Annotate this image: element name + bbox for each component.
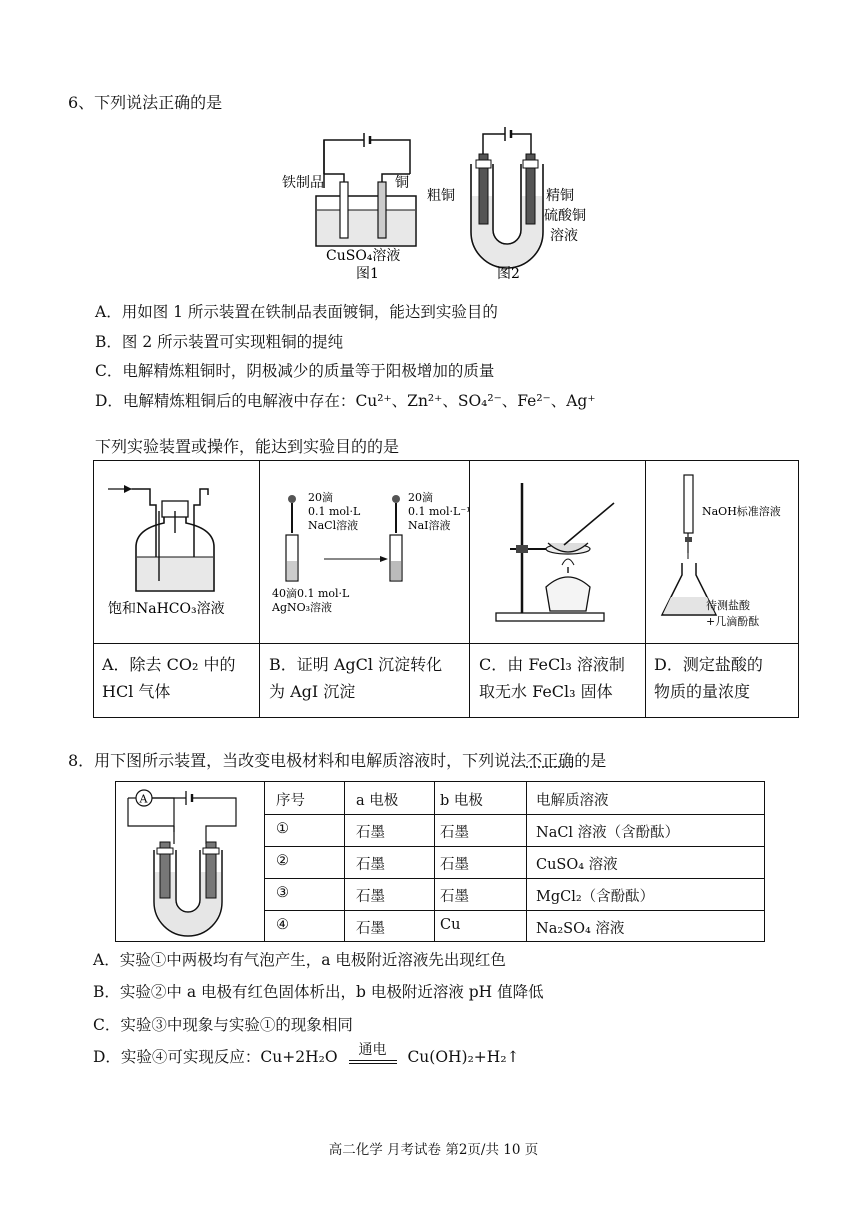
table-row-3-a: 石墨 [356,889,385,905]
q6-option-a: A．用如图 1 所示装置在铁制品表面镀铜，能达到实验目的 [95,303,498,321]
fig1-solution: CuSO₄溶液 [326,248,401,264]
q7-b-right-conc: 0.1 mol·L⁻¹ [408,505,471,518]
q7-caption-a: A．除去 CO₂ 中的 HCl 气体 [102,655,236,701]
table-row-2-solution: CuSO₄ 溶液 [536,857,618,873]
table-row-2-b: 石墨 [440,857,469,873]
q8-stem-emphasis: 不正确 [526,751,575,770]
reaction-condition: 通电 [358,1042,387,1058]
page-footer: 高二化学 月考试卷 第2页/共 10 页 [328,1142,539,1158]
q6-figure-2 [425,124,595,288]
q7-b-bottom-drops: 40滴0.1 mol·L [272,587,350,600]
q7-b-left-drops: 20滴 [308,491,333,504]
table-row-4-solution: Na₂SO₄ 溶液 [536,921,625,937]
fig2-right-label-2: 硫酸铜 [544,208,586,224]
q6-figure-1 [276,128,426,288]
q8-header-solution: 电解质溶液 [536,793,609,809]
q7-b-bottom-solution: AgNO₃溶液 [272,601,333,614]
q7-b-right-solution: NaI溶液 [408,519,451,532]
table-row-1-solution: NaCl 溶液（含酚酞） [536,825,680,841]
fig2-right-label-1: 精铜 [546,188,574,204]
q7-b-right-drops: 20滴 [408,491,433,504]
table-row-3-b: 石墨 [440,889,469,905]
q8-option-d [93,1042,520,1067]
q8-header-no: 序号 [276,793,305,809]
q6-option-d [95,389,596,411]
q7-options-table [93,460,799,718]
q6-stem: 6、下列说法正确的是 [68,93,223,112]
table-row-3-solution: MgCl₂（含酚酞） [536,889,655,905]
q8-option-c: C．实验③中现象与实验①的现象相同 [93,1016,353,1034]
q8-option-d-text: D．实验④可实现反应：Cu+2H₂O [93,1048,338,1066]
q8-option-d-condition [347,1042,399,1067]
q8-header-a: a 电极 [356,793,399,809]
q7-d-analyte-1: 待测盐酸 [706,599,750,612]
q7-panel-a-label: 饱和NaHCO₃溶液 [108,601,225,617]
table-row-1-no: ① [276,821,289,837]
q8-option-a: A．实验①中两极均有气泡产生，a 电极附近溶液先出现红色 [93,951,506,969]
q7-d-analyte-2: +几滴酚酞 [706,615,760,628]
table-row-1-b: 石墨 [440,825,469,841]
q7-panel-c-apparatus [476,475,641,635]
q8-option-d-products: Cu(OH)₂+H₂↑ [407,1048,520,1066]
q6-option-d-ions: Cu²⁺、Zn²⁺、SO₄²⁻、Fe²⁻、Ag⁺ [355,392,596,410]
q7-panel-d-apparatus [650,471,798,639]
q8-stem-text: 8．用下图所示装置，当改变电极材料和电解质溶液时，下列说法 [68,751,527,770]
q8-stem [68,748,606,771]
table-row-2-a: 石墨 [356,857,385,873]
fig2-left-label: 粗铜 [427,188,455,204]
q7-panel-a-apparatus [102,471,252,639]
q7-caption-c: C．由 FeCl₃ 溶液制 取无水 FeCl₃ 固体 [479,655,625,701]
q7-d-titrant: NaOH标准溶液 [702,505,781,518]
q7-stem: 下列实验装置或操作，能达到实验目的的是 [95,437,400,456]
table-row-3-no: ③ [276,885,289,901]
fig2-right-label-3: 溶液 [550,228,578,244]
q6-option-c: C．电解精炼粗铜时，阴极减少的质量等于阳极增加的质量 [95,362,495,380]
fig2-caption: 图2 [497,266,520,282]
table-row-4-a: 石墨 [356,921,385,937]
q7-panel-b-apparatus [264,479,471,639]
q6-option-b: B．图 2 所示装置可实现粗铜的提纯 [95,333,344,351]
table-row-1-a: 石墨 [356,825,385,841]
table-row-4-no: ④ [276,917,289,933]
q8-option-b: B．实验②中 a 电极有红色固体析出，b 电极附近溶液 pH 值降低 [93,983,544,1001]
q8-table [115,781,765,942]
q7-caption-d: D．测定盐酸的 物质的量浓度 [654,655,763,701]
fig1-left-label: 铁制品 [282,175,324,191]
q6-option-d-text: D．电解精炼粗铜后的电解液中存在： [95,392,356,410]
table-row-2-no: ② [276,853,289,869]
fig1-right-label: 铜 [395,175,409,191]
ammeter-label: A [139,792,148,806]
q7-b-left-solution: NaCl溶液 [308,519,359,532]
fig1-caption: 图1 [356,266,379,282]
q8-apparatus [124,786,258,940]
q7-b-left-conc: 0.1 mol·L [308,505,361,518]
table-row-4-b: Cu [440,917,461,933]
q8-stem-suffix: 的是 [574,751,607,770]
q8-header-b: b 电极 [440,793,483,809]
q7-caption-b: B．证明 AgCl 沉淀转化 为 AgI 沉淀 [269,655,443,701]
